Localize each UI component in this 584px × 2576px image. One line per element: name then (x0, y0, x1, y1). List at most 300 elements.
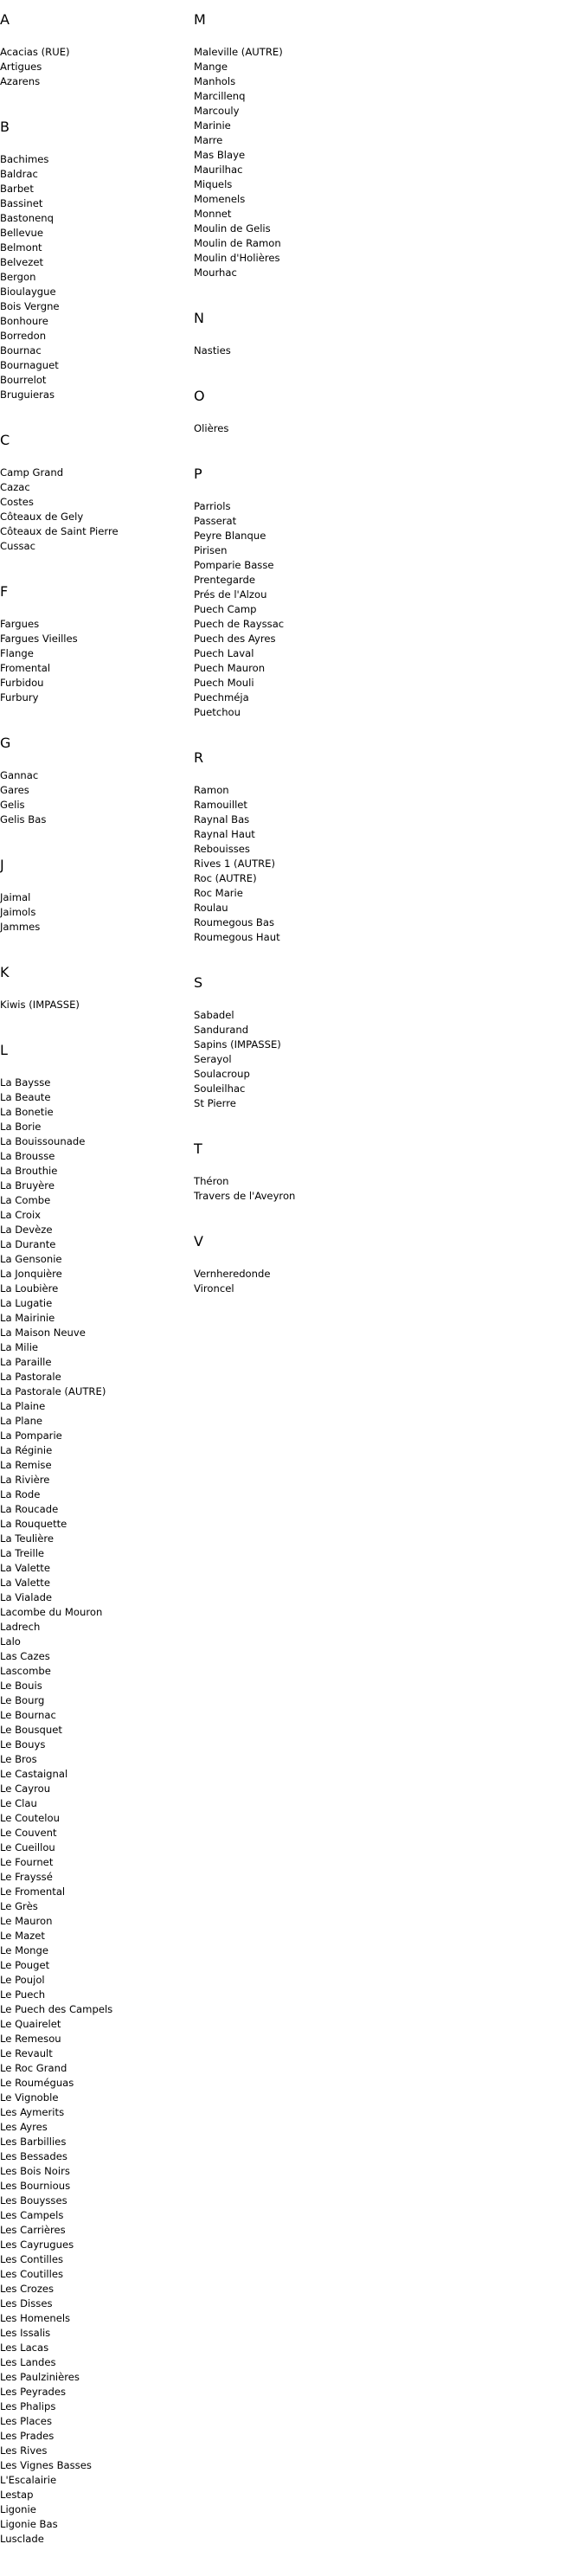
street-list-item (0, 2458, 190, 2473)
street-link[interactable]: Le Clau (0, 1797, 37, 1809)
letter-heading: L (0, 1042, 8, 1058)
street-list-item (0, 1223, 190, 1237)
street-link[interactable]: Lascombe (0, 1665, 51, 1677)
street-link[interactable]: Soulacroup (194, 1068, 250, 1080)
street-list-item (194, 1096, 393, 1111)
street-link[interactable]: Puechméja (194, 691, 249, 703)
street-link[interactable]: La Lugatie (0, 1297, 53, 1309)
street-list-item (0, 1855, 190, 1870)
street-list-item (0, 1590, 190, 1605)
street-link[interactable]: Bachimes (0, 153, 49, 165)
street-list-item (0, 1811, 190, 1826)
street-list-item (194, 421, 393, 436)
street-list-item (194, 1008, 393, 1023)
street-list (194, 421, 393, 436)
street-link[interactable]: Raynal Bas (194, 813, 250, 825)
street-list-item (194, 602, 393, 617)
street-list (194, 1174, 393, 1204)
street-list-item (0, 1134, 190, 1149)
street-link[interactable]: Les Disses (0, 2297, 53, 2309)
street-list-item (194, 251, 393, 266)
street-link[interactable]: Bioulaygue (0, 286, 56, 298)
street-list-item (0, 2164, 190, 2179)
street-link[interactable]: Le Castaignal (0, 1768, 68, 1780)
street-link[interactable]: Le Revault (0, 2047, 53, 2059)
street-link[interactable]: La Pastorale (0, 1371, 61, 1383)
letter-section (0, 432, 190, 554)
street-link[interactable]: Lacombe du Mouron (0, 1606, 103, 1618)
letter-section (194, 974, 393, 1111)
street-link[interactable]: Le Mazet (0, 1930, 45, 1942)
street-list-item (0, 510, 190, 524)
street-link[interactable]: La Croix (0, 1209, 42, 1221)
street-list-item (0, 1164, 190, 1179)
street-link[interactable]: Puech Camp (194, 603, 257, 615)
street-link[interactable]: Roc Marie (194, 887, 243, 899)
street-list-item (0, 2179, 190, 2194)
street-link[interactable]: La Teulière (0, 1532, 55, 1545)
street-list-item (0, 783, 190, 798)
street-link[interactable]: Les Contilles (0, 2253, 64, 2265)
street-link[interactable]: Le Remesou (0, 2033, 61, 2045)
street-link[interactable]: Puech Laval (194, 647, 254, 659)
street-link[interactable]: Le Monge (0, 1944, 49, 1956)
street-link[interactable]: La Roucade (0, 1503, 59, 1515)
street-list-item (0, 1738, 190, 1752)
street-link[interactable]: Les Cayrugues (0, 2239, 74, 2251)
street-link[interactable]: La Pastorale (AUTRE) (0, 1385, 106, 1397)
street-list-item (0, 2046, 190, 2061)
street-link[interactable]: Bergon (0, 271, 36, 283)
street-link[interactable]: Théron (194, 1175, 229, 1187)
letter-section (0, 1042, 190, 2547)
street-link[interactable]: La Rouquette (0, 1518, 67, 1530)
street-list-item (0, 1708, 190, 1723)
street-link[interactable]: Olières (194, 422, 229, 434)
street-list-item (0, 920, 190, 935)
street-list-item (0, 2297, 190, 2311)
street-list-item (0, 1370, 190, 1384)
street-link[interactable]: Bassinet (0, 197, 43, 209)
street-list-item (0, 1943, 190, 1958)
street-link[interactable]: Les Bois Noirs (0, 2165, 70, 2177)
street-link[interactable]: Les Bournious (0, 2180, 71, 2192)
street-link[interactable]: Le Bourg (0, 1694, 45, 1706)
street-list-item (194, 344, 393, 358)
street-link[interactable]: Baldrac (0, 168, 38, 180)
street-link[interactable]: Miquels (194, 178, 233, 190)
street-link[interactable]: Les Lacas (0, 2342, 49, 2354)
street-link[interactable]: Roumegous Bas (194, 916, 275, 928)
street-list-item (0, 1532, 190, 1546)
street-link[interactable]: Fargues Vieilles (0, 633, 78, 645)
street-link[interactable]: La Milie (0, 1341, 39, 1353)
street-link[interactable]: Ligonie (0, 2503, 36, 2515)
street-list (0, 768, 190, 827)
street-link[interactable]: Manhols (194, 75, 236, 87)
street-link[interactable]: Jaimal (0, 891, 31, 903)
street-link[interactable]: La Devèze (0, 1224, 53, 1236)
street-list-item (194, 514, 393, 529)
street-link[interactable]: L'Escalairie (0, 2474, 57, 2486)
letter-section (0, 857, 190, 935)
street-link[interactable]: La Maison Neuve (0, 1327, 86, 1339)
street-list-item (0, 2194, 190, 2208)
street-link[interactable]: Cazac (0, 481, 30, 493)
street-link[interactable]: Passerat (194, 515, 237, 527)
street-list-item (194, 827, 393, 842)
street-link[interactable]: Le Cayrou (0, 1783, 51, 1795)
street-link[interactable]: La Paraille (0, 1356, 52, 1368)
street-link[interactable]: Le Coutelou (0, 1812, 60, 1824)
street-link[interactable]: Lusclade (0, 2533, 44, 2545)
street-link[interactable]: Jaimols (0, 906, 36, 918)
street-link[interactable]: Moulin d'Holières (194, 252, 280, 264)
street-link[interactable]: Le Couvent (0, 1827, 57, 1839)
street-link[interactable]: La Mairinie (0, 1312, 55, 1324)
street-link[interactable]: La Pomparie (0, 1429, 62, 1442)
street-list-item (194, 45, 393, 60)
street-link[interactable]: Gelis Bas (0, 813, 47, 825)
street-list-item (194, 207, 393, 222)
street-list-item (0, 1840, 190, 1855)
street-link[interactable]: Les Crozes (0, 2283, 55, 2295)
street-list-item (0, 2444, 190, 2458)
street-link[interactable]: Le Fournet (0, 1856, 54, 1868)
street-link[interactable]: Ramon (194, 784, 229, 796)
street-list-item (0, 1384, 190, 1399)
street-list-item (194, 1052, 393, 1067)
letter-heading: C (0, 432, 10, 448)
street-link[interactable]: Côteaux de Gely (0, 511, 84, 523)
letter-section (194, 388, 393, 436)
street-link[interactable]: Le Bousquet (0, 1724, 62, 1736)
street-link[interactable]: La Bonetie (0, 1106, 54, 1118)
street-link[interactable]: Roumegous Haut (194, 931, 280, 943)
street-list (0, 890, 190, 935)
street-link[interactable]: Artigues (0, 61, 42, 73)
street-link[interactable]: Les Ayres (0, 2121, 48, 2133)
street-link[interactable]: Jammes (0, 921, 41, 933)
street-link[interactable]: Las Cazes (0, 1650, 50, 1662)
street-index-left-column (0, 0, 190, 2576)
street-link[interactable]: Furbury (0, 691, 39, 703)
street-link[interactable]: Le Fromental (0, 1885, 66, 1898)
street-link[interactable]: La Remise (0, 1459, 52, 1471)
street-link[interactable]: Bastonenq (0, 212, 54, 224)
street-link[interactable]: Souleilhac (194, 1082, 246, 1095)
street-list-item (0, 539, 190, 554)
street-link[interactable]: Le Bournac (0, 1709, 56, 1721)
street-list-item (0, 1326, 190, 1340)
street-link[interactable]: Belvezet (0, 256, 44, 268)
street-link[interactable]: Pirisen (194, 544, 228, 556)
street-list-item (0, 2341, 190, 2355)
street-list-item (194, 74, 393, 89)
street-link[interactable]: La Jonquière (0, 1268, 62, 1280)
street-link[interactable]: Les Issalis (0, 2327, 51, 2339)
street-link[interactable]: Le Vignoble (0, 2091, 59, 2104)
street-link[interactable]: Lestap (0, 2489, 34, 2501)
street-link[interactable]: Les Barbillies (0, 2136, 67, 2148)
street-list-item (0, 1620, 190, 1635)
street-list-item (0, 314, 190, 329)
street-link[interactable]: Marre (194, 134, 223, 146)
street-link[interactable]: La Combe (0, 1194, 51, 1206)
street-link[interactable]: Les Vignes Basses (0, 2459, 92, 2471)
street-list-item (0, 1340, 190, 1355)
street-link[interactable]: Le Roc Grand (0, 2062, 67, 2074)
street-link[interactable]: Cussac (0, 540, 36, 552)
street-link[interactable]: Sapins (IMPASSE) (194, 1038, 281, 1050)
street-link[interactable]: La Réginie (0, 1444, 53, 1456)
street-link[interactable]: Le Mauron (0, 1915, 53, 1927)
street-list-item (0, 1487, 190, 1502)
street-link[interactable]: Sabadel (194, 1009, 234, 1021)
street-link[interactable]: Puech de Rayssac (194, 618, 285, 630)
street-link[interactable]: La Gensonie (0, 1253, 62, 1265)
street-list (194, 344, 393, 358)
street-list-item (194, 783, 393, 798)
street-link[interactable]: Vironcel (194, 1282, 234, 1294)
street-link[interactable]: La Beaute (0, 1091, 51, 1103)
street-link[interactable]: Bournac (0, 344, 42, 357)
street-link[interactable]: Le Puech (0, 1988, 46, 2001)
street-link[interactable]: Bournaguet (0, 359, 59, 371)
street-list-item (0, 495, 190, 510)
street-link[interactable]: Roc (AUTRE) (194, 872, 257, 884)
street-list-item (0, 241, 190, 255)
street-link[interactable]: Vernheredonde (194, 1268, 271, 1280)
street-list-item (0, 1296, 190, 1311)
street-link[interactable]: Ladrech (0, 1621, 41, 1633)
street-link[interactable]: Moulin de Gelis (194, 222, 271, 234)
street-list-item (0, 1502, 190, 1517)
letter-heading: B (0, 119, 10, 135)
street-link[interactable]: Moulin de Ramon (194, 237, 281, 249)
street-link[interactable]: Monnet (194, 208, 232, 220)
street-link[interactable]: Kiwis (IMPASSE) (0, 999, 80, 1011)
street-list-item (194, 691, 393, 705)
street-link[interactable]: Côteaux de Saint Pierre (0, 525, 119, 537)
street-list-item (194, 798, 393, 813)
street-link[interactable]: La Rode (0, 1488, 41, 1500)
street-link[interactable]: Rives 1 (AUTRE) (194, 858, 275, 870)
street-link[interactable]: Acacias (RUE) (0, 46, 70, 58)
street-list-item (194, 676, 393, 691)
street-list-item (194, 89, 393, 104)
street-link[interactable]: Momenels (194, 193, 246, 205)
street-link[interactable]: Les Carrières (0, 2224, 66, 2236)
street-link[interactable]: Les Prades (0, 2430, 55, 2442)
street-list (194, 783, 393, 945)
street-list-item (194, 705, 393, 720)
street-list (0, 45, 190, 89)
street-link[interactable]: Le Bouys (0, 1738, 46, 1751)
street-list-item (0, 1796, 190, 1811)
street-link[interactable]: Gelis (0, 799, 25, 811)
street-link[interactable]: Peyre Blanque (194, 530, 266, 542)
street-link[interactable]: Puech Mouli (194, 677, 254, 689)
street-link[interactable]: Furbidou (0, 677, 44, 689)
street-list-item (0, 2532, 190, 2547)
street-list-item (194, 915, 393, 930)
street-link[interactable]: Les Rives (0, 2444, 48, 2457)
letter-heading: M (194, 11, 206, 28)
street-list-item (194, 499, 393, 514)
street-link[interactable]: Les Places (0, 2415, 52, 2427)
street-link[interactable]: Pomparie Basse (194, 559, 274, 571)
street-link[interactable]: St Pierre (194, 1097, 236, 1109)
street-link[interactable]: La Vialade (0, 1591, 53, 1603)
street-link[interactable]: Ligonie Bas (0, 2518, 58, 2530)
street-link[interactable]: Ramouillet (194, 799, 247, 811)
street-link[interactable]: La Plaine (0, 1400, 46, 1412)
street-link[interactable]: Puech Mauron (194, 662, 266, 674)
street-link[interactable]: La Loubière (0, 1282, 59, 1294)
street-link[interactable]: Travers de l'Aveyron (194, 1190, 296, 1202)
street-link[interactable]: La Borie (0, 1121, 42, 1133)
street-list-item (0, 1899, 190, 1914)
street-link[interactable]: Parriols (194, 500, 231, 512)
street-link[interactable]: Le Cueillou (0, 1841, 55, 1853)
street-link[interactable]: Maleville (AUTRE) (194, 46, 283, 58)
street-link[interactable]: Gares (0, 784, 29, 796)
letter-section (0, 119, 190, 402)
street-link[interactable]: Gannac (0, 769, 39, 781)
street-link[interactable]: Les Paulzinières (0, 2371, 80, 2383)
street-link[interactable]: Mas Blaye (194, 149, 246, 161)
street-link[interactable]: Costes (0, 496, 34, 508)
street-link[interactable]: La Treille (0, 1547, 45, 1559)
street-link[interactable]: La Plane (0, 1415, 43, 1427)
street-link[interactable]: Le Poujol (0, 1974, 45, 1986)
street-link[interactable]: Bellevue (0, 227, 44, 239)
street-list-item (194, 842, 393, 857)
street-link[interactable]: Bois Vergne (0, 300, 60, 312)
street-link[interactable]: Barbet (0, 183, 34, 195)
street-link[interactable]: Le Puech des Campels (0, 2003, 113, 2015)
street-list-item (0, 1105, 190, 1120)
street-list-item (0, 2282, 190, 2297)
street-link[interactable]: Le Frayssé (0, 1871, 53, 1883)
street-link[interactable]: Les Bouysses (0, 2194, 67, 2207)
street-list-item (0, 661, 190, 676)
street-link[interactable]: La Bouissounade (0, 1135, 86, 1147)
street-link[interactable]: Les Peyrades (0, 2386, 67, 2398)
street-link[interactable]: Les Aymerits (0, 2106, 65, 2118)
street-list-item (0, 646, 190, 661)
street-link[interactable]: Fromental (0, 662, 51, 674)
street-list-item (0, 2326, 190, 2341)
street-link[interactable]: Les Landes (0, 2356, 56, 2368)
street-list-item (0, 1149, 190, 1164)
street-link[interactable]: Bourrelot (0, 374, 47, 386)
street-link[interactable]: La Valette (0, 1577, 50, 1589)
street-link[interactable]: Serayol (194, 1053, 232, 1065)
street-list (0, 998, 190, 1012)
street-link[interactable]: Nasties (194, 344, 231, 357)
street-link[interactable]: La Baysse (0, 1076, 51, 1089)
street-list (194, 1267, 393, 1296)
street-link[interactable]: Le Grès (0, 1900, 38, 1912)
street-list-item (194, 617, 393, 632)
street-list-item (0, 1752, 190, 1767)
street-list-item (0, 211, 190, 226)
street-list-item (0, 1973, 190, 1988)
street-list-item (194, 60, 393, 74)
street-link[interactable]: Rebouisses (194, 843, 250, 855)
street-link[interactable]: Le Rouméguas (0, 2077, 74, 2089)
street-list-item (0, 152, 190, 167)
street-list-item (0, 1473, 190, 1487)
street-list-item (194, 119, 393, 133)
street-link[interactable]: Belmont (0, 241, 42, 254)
street-list-item (0, 1723, 190, 1738)
street-list-item (194, 236, 393, 251)
street-list-item (0, 1605, 190, 1620)
street-link[interactable]: Mourhac (194, 267, 237, 279)
street-link[interactable]: Prentegarde (194, 574, 255, 586)
street-link[interactable]: La Brouthie (0, 1165, 58, 1177)
street-list-item (0, 1282, 190, 1296)
street-link[interactable]: La Bruyère (0, 1179, 55, 1192)
street-link[interactable]: Mange (194, 61, 228, 73)
street-link[interactable]: Flange (0, 647, 34, 659)
street-list-item (194, 163, 393, 177)
street-list-item (0, 1885, 190, 1899)
street-link[interactable]: Maurilhac (194, 164, 243, 176)
street-link[interactable]: Les Bessades (0, 2150, 67, 2162)
street-link[interactable]: Le Bouis (0, 1680, 42, 1692)
street-link[interactable]: Prés de l'Alzou (194, 588, 267, 601)
street-link[interactable]: Les Homenels (0, 2312, 71, 2324)
street-link[interactable]: Marinie (194, 119, 231, 132)
street-list (0, 152, 190, 402)
street-link[interactable]: Bonhoure (0, 315, 48, 327)
street-link[interactable]: Marcouly (194, 105, 240, 117)
letter-section (194, 1233, 393, 1296)
street-link[interactable]: Raynal Haut (194, 828, 255, 840)
street-link[interactable]: Le Quairelet (0, 2018, 61, 2030)
street-list (194, 499, 393, 720)
street-list-item (0, 1429, 190, 1443)
street-link[interactable]: Les Campels (0, 2209, 64, 2221)
street-link[interactable]: Roulau (194, 902, 228, 914)
street-link[interactable]: La Valette (0, 1562, 50, 1574)
street-link[interactable]: Camp Grand (0, 466, 64, 479)
street-link[interactable]: La Rivière (0, 1474, 50, 1486)
street-link[interactable]: Marcillenq (194, 90, 246, 102)
street-link[interactable]: Bruguieras (0, 389, 55, 401)
street-link[interactable]: Le Bros (0, 1753, 37, 1765)
street-link[interactable]: Fargues (0, 618, 40, 630)
street-link[interactable]: Lalo (0, 1635, 21, 1648)
street-link[interactable]: Les Coutilles (0, 2268, 64, 2280)
street-link[interactable]: Sandurand (194, 1024, 249, 1036)
street-list-item (194, 871, 393, 886)
letter-heading: G (0, 735, 11, 751)
street-link[interactable]: La Durante (0, 1238, 56, 1250)
street-link[interactable]: Le Pouget (0, 1959, 50, 1971)
street-link[interactable]: Borredon (0, 330, 47, 342)
street-link[interactable]: Puech des Ayres (194, 633, 276, 645)
street-list-item (0, 1988, 190, 2002)
street-link[interactable]: Les Phalips (0, 2400, 56, 2412)
street-link[interactable]: Azarens (0, 75, 41, 87)
street-link[interactable]: La Brousse (0, 1150, 55, 1162)
street-link[interactable]: Puetchou (194, 706, 241, 718)
